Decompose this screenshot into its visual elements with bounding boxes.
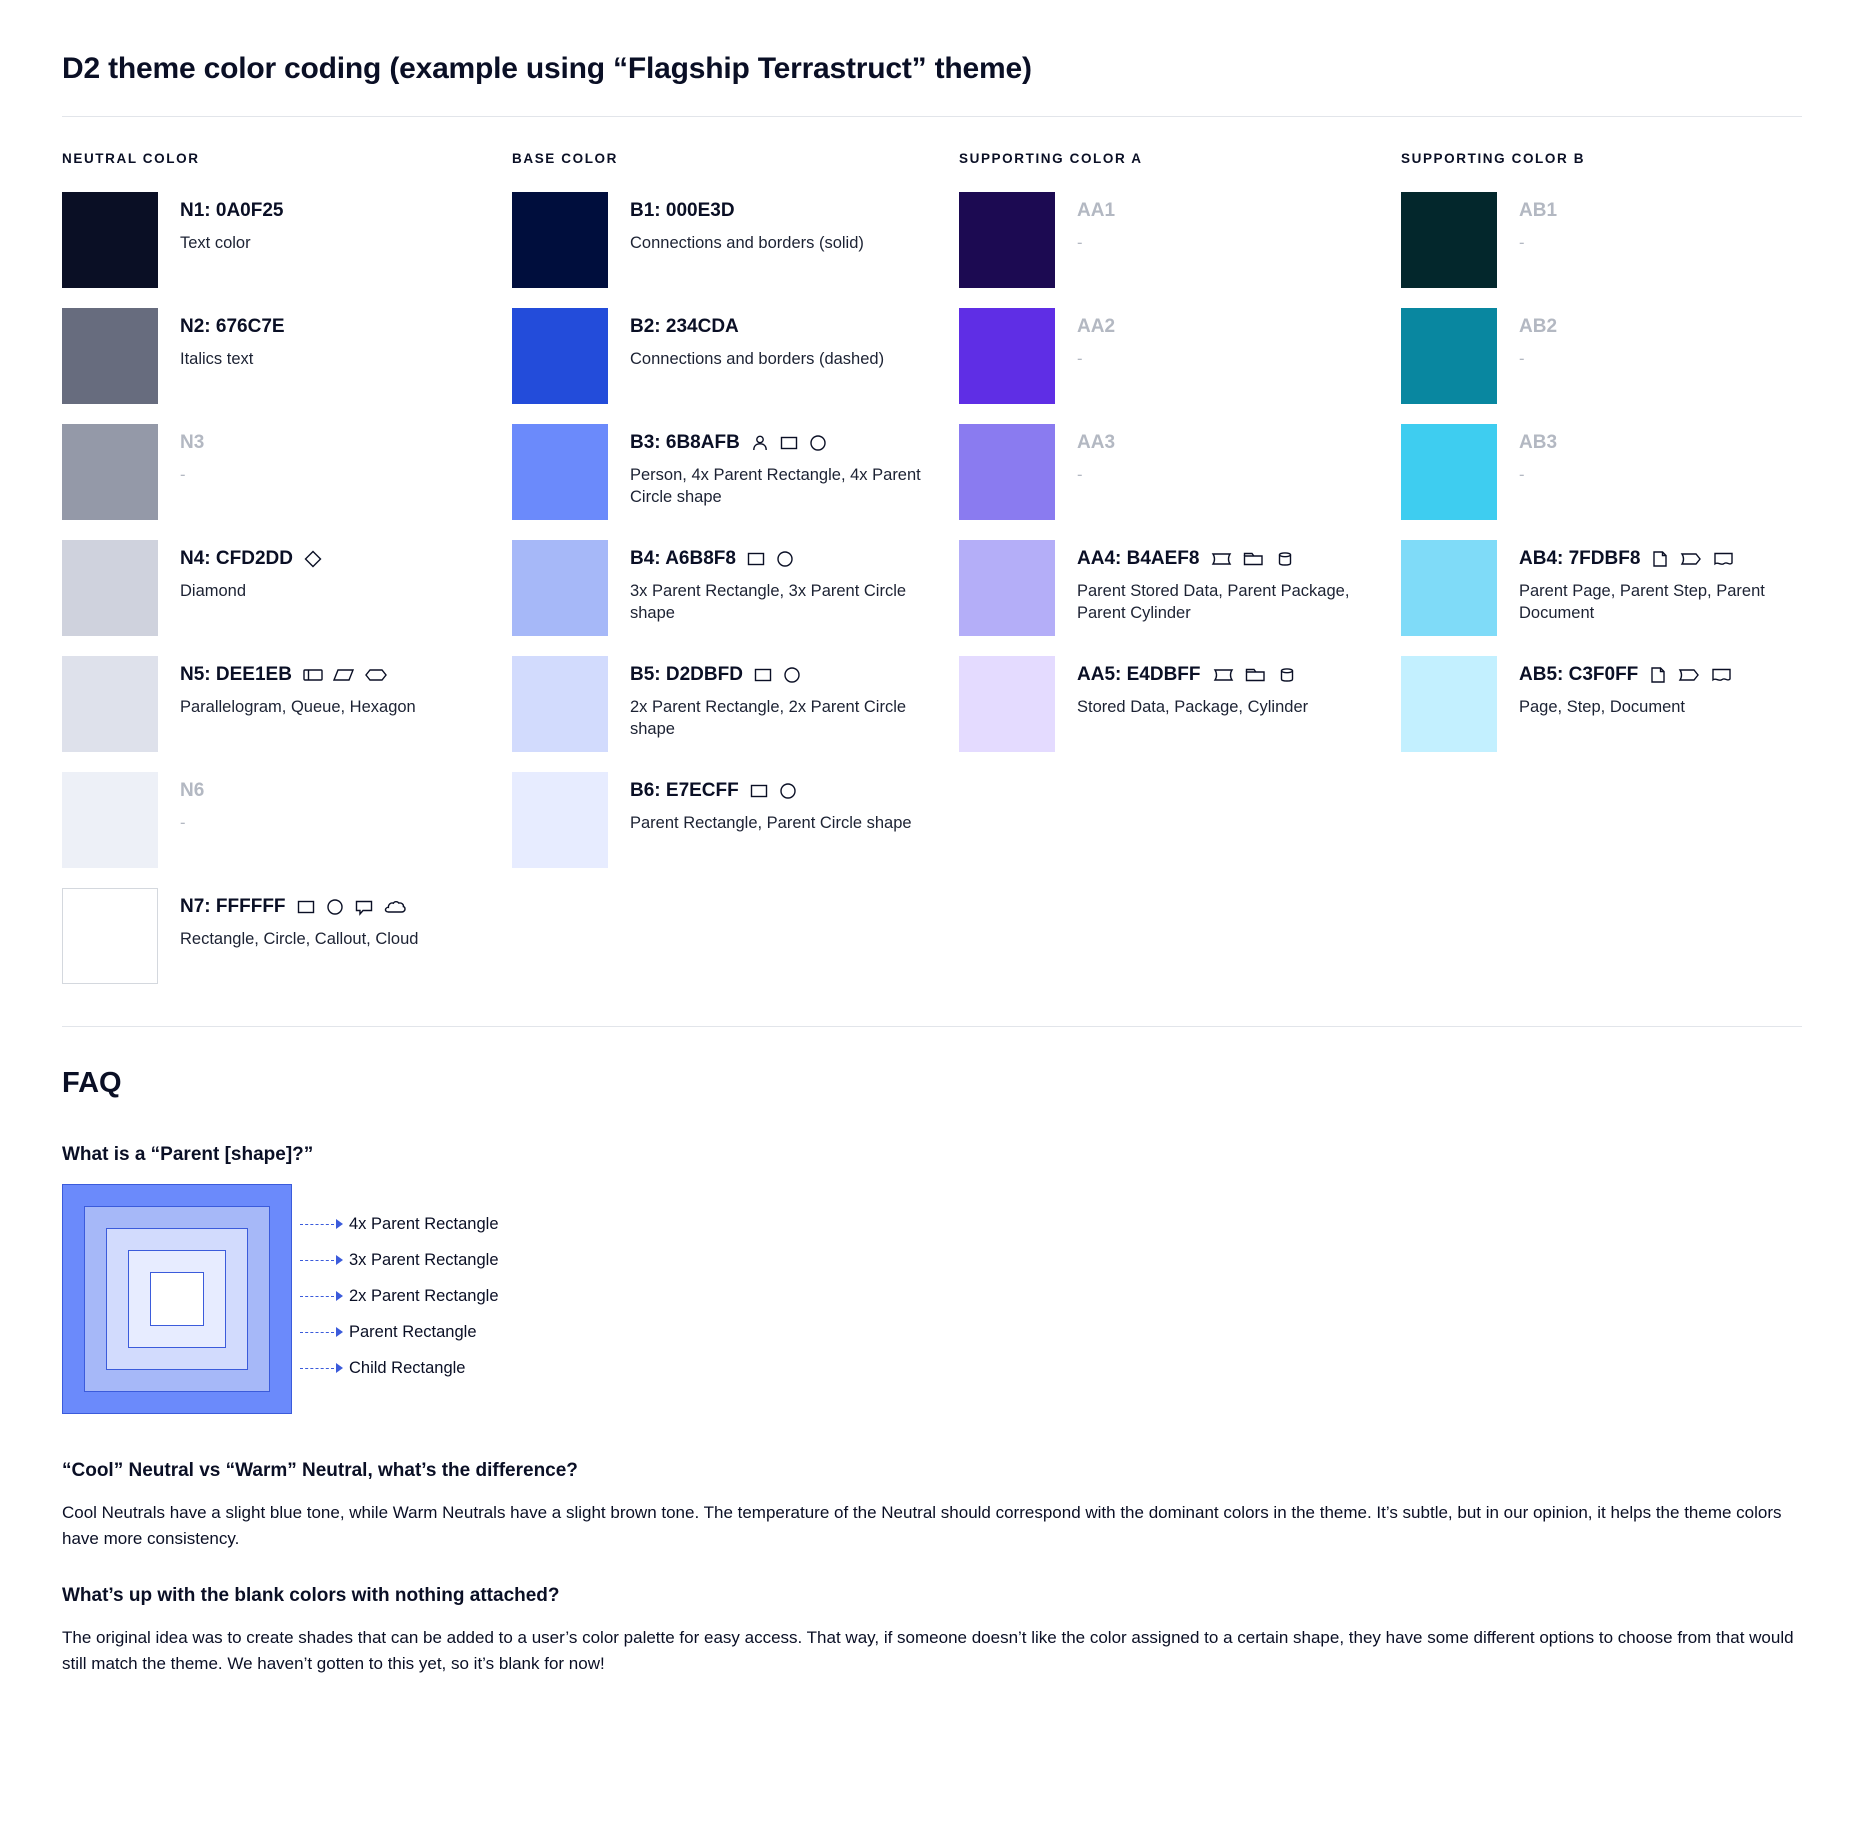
arrow-icon bbox=[336, 1219, 343, 1229]
shape-icon-group bbox=[1648, 665, 1734, 685]
shape-icon-group bbox=[303, 549, 323, 569]
shape-icon-group bbox=[1209, 549, 1295, 569]
swatch-description: 2x Parent Rectangle, 2x Parent Circle shape bbox=[630, 697, 907, 739]
swatch-name-label: N3 bbox=[180, 432, 205, 453]
faq-answer-2: Cool Neutrals have a slight blue tone, while Warm Neutrals have a slight brown tone. The temperature of the Neutral should correspond with the dominant colors in the theme. It’s subtle, but in our opinion, it helps the theme colors have more consistency. bbox=[62, 1503, 1782, 1548]
swatch-name bbox=[630, 664, 930, 687]
column-supporting-color-a bbox=[959, 151, 1401, 772]
document-icon bbox=[1710, 665, 1734, 685]
leader-line bbox=[300, 1368, 334, 1369]
swatch-name bbox=[180, 432, 204, 455]
swatch-name-label: B3: 6B8AFB bbox=[630, 432, 740, 453]
diamond-icon bbox=[303, 549, 323, 569]
swatch-name bbox=[180, 896, 418, 919]
swatch-description: - bbox=[1077, 465, 1083, 484]
swatch-info bbox=[158, 656, 416, 718]
swatch-name-label: AA2 bbox=[1077, 316, 1116, 337]
swatch-description: Parent Page, Parent Step, Parent Document bbox=[1519, 581, 1765, 623]
swatch-name-label: B6: E7ECFF bbox=[630, 780, 739, 801]
swatch-description: Text color bbox=[180, 233, 251, 252]
shape-icon-group bbox=[1650, 549, 1736, 569]
swatch-description: Stored Data, Package, Cylinder bbox=[1077, 697, 1309, 716]
leader-line bbox=[300, 1296, 334, 1297]
swatch-info bbox=[1055, 540, 1377, 624]
swatch-info bbox=[1497, 656, 1734, 718]
page-icon bbox=[1648, 665, 1668, 685]
faq-answer-3: The original idea was to create shades that can be added to a user’s color palette for easy access. That way, if someone doesn’t like the color assigned to a certain shape, they have some different options to choose from that would still match the theme. We haven’t gotten to this yet, so it’s blank for now! bbox=[62, 1628, 1794, 1673]
document-icon bbox=[1712, 549, 1736, 569]
swatch-name bbox=[1077, 316, 1115, 339]
cylinder-icon bbox=[1275, 549, 1295, 569]
color-swatch-row bbox=[62, 888, 512, 984]
color-swatch bbox=[1401, 424, 1497, 520]
swatch-info bbox=[608, 424, 930, 508]
color-swatch-row bbox=[512, 656, 959, 752]
swatch-name bbox=[1077, 200, 1115, 223]
color-swatch bbox=[62, 540, 158, 636]
color-swatch bbox=[1401, 656, 1497, 752]
color-swatch bbox=[1401, 540, 1497, 636]
color-swatch bbox=[1401, 192, 1497, 288]
swatch-name-label: B2: 234CDA bbox=[630, 316, 739, 337]
swatch-name bbox=[180, 200, 284, 223]
swatch-name bbox=[630, 316, 884, 339]
rectangle-icon bbox=[749, 781, 769, 801]
swatch-description: Connections and borders (solid) bbox=[630, 233, 864, 252]
shape-icon-group bbox=[296, 897, 407, 917]
label-text: Parent Rectangle bbox=[349, 1322, 477, 1341]
swatch-info bbox=[158, 308, 285, 370]
arrow-icon bbox=[336, 1255, 343, 1265]
shape-icon-group bbox=[746, 549, 795, 569]
arrow-icon bbox=[336, 1363, 343, 1373]
swatch-name bbox=[180, 316, 285, 339]
swatch-info bbox=[608, 540, 930, 624]
label-text: 3x Parent Rectangle bbox=[349, 1250, 499, 1269]
package-icon bbox=[1244, 665, 1268, 685]
faq-question-2: “Cool” Neutral vs “Warm” Neutral, what’s the difference? bbox=[62, 1460, 578, 1481]
faq-heading: FAQ bbox=[62, 1067, 122, 1099]
person-icon bbox=[750, 433, 770, 453]
color-swatch bbox=[62, 656, 158, 752]
swatch-description: Rectangle, Circle, Callout, Cloud bbox=[180, 929, 419, 948]
hexagon-icon bbox=[364, 665, 388, 685]
color-swatch-row bbox=[959, 192, 1401, 288]
swatch-description: - bbox=[180, 813, 186, 832]
color-swatch bbox=[512, 772, 608, 868]
leader-line bbox=[300, 1224, 334, 1225]
swatch-name-label: B4: A6B8F8 bbox=[630, 548, 736, 569]
column-heading: NEUTRAL COLOR bbox=[62, 151, 200, 166]
swatch-info bbox=[1497, 424, 1557, 486]
swatch-name-label: N1: 0A0F25 bbox=[180, 200, 284, 221]
swatch-name bbox=[630, 200, 864, 223]
swatch-name-label: N5: DEE1EB bbox=[180, 664, 292, 685]
color-swatch bbox=[959, 656, 1055, 752]
color-swatch-row bbox=[512, 192, 959, 288]
swatch-info bbox=[158, 192, 284, 254]
rectangle-icon bbox=[296, 897, 316, 917]
color-swatch-row bbox=[1401, 308, 1821, 404]
color-swatch-row bbox=[62, 540, 512, 636]
shape-icon-group bbox=[750, 433, 828, 453]
arrow-icon bbox=[336, 1291, 343, 1301]
parallelogram-icon bbox=[333, 665, 355, 685]
callout-icon bbox=[354, 897, 374, 917]
color-swatch bbox=[62, 192, 158, 288]
color-swatch-row bbox=[62, 656, 512, 752]
column-heading: SUPPORTING COLOR A bbox=[959, 151, 1143, 166]
swatch-description: - bbox=[1077, 349, 1083, 368]
column-base-color bbox=[512, 151, 959, 888]
swatch-name bbox=[630, 432, 930, 455]
color-swatch-row bbox=[1401, 656, 1821, 752]
swatch-list bbox=[62, 192, 512, 984]
color-swatch bbox=[512, 540, 608, 636]
swatch-info bbox=[158, 424, 204, 486]
swatch-name-label: AA4: B4AEF8 bbox=[1077, 548, 1200, 569]
swatch-name-label: AB5: C3F0FF bbox=[1519, 664, 1639, 685]
swatch-description: 3x Parent Rectangle, 3x Parent Circle shape bbox=[630, 581, 907, 623]
color-swatch bbox=[959, 192, 1055, 288]
label-text: Child Rectangle bbox=[349, 1358, 466, 1377]
color-swatch-row bbox=[62, 192, 512, 288]
swatch-info bbox=[158, 772, 204, 834]
color-swatch-row bbox=[1401, 540, 1821, 636]
nested-rect-label bbox=[300, 1278, 499, 1314]
swatch-description: Parallelogram, Queue, Hexagon bbox=[180, 697, 416, 716]
step-icon bbox=[1677, 665, 1701, 685]
color-swatch bbox=[512, 656, 608, 752]
leader-line bbox=[300, 1260, 334, 1261]
stored-data-icon bbox=[1211, 665, 1235, 685]
color-swatch-row bbox=[512, 424, 959, 520]
swatch-description: Parent Rectangle, Parent Circle shape bbox=[630, 813, 912, 832]
column-heading: SUPPORTING COLOR B bbox=[1401, 151, 1586, 166]
swatch-name bbox=[1519, 664, 1734, 687]
color-swatch-row bbox=[62, 424, 512, 520]
shape-icon-group bbox=[753, 665, 802, 685]
swatch-description: Connections and borders (dashed) bbox=[630, 349, 885, 368]
swatch-name bbox=[1077, 432, 1115, 455]
swatch-info bbox=[1497, 192, 1557, 254]
swatch-name bbox=[1519, 548, 1819, 571]
color-swatch-row bbox=[959, 308, 1401, 404]
faq-question-3: What’s up with the blank colors with nothing attached? bbox=[62, 1585, 560, 1606]
swatch-info bbox=[1055, 424, 1115, 486]
swatch-info bbox=[608, 656, 930, 740]
color-swatch-row bbox=[62, 772, 512, 868]
queue-icon bbox=[302, 665, 324, 685]
circle-icon bbox=[778, 781, 798, 801]
swatch-name-label: AB3 bbox=[1519, 432, 1558, 453]
swatch-description: Page, Step, Document bbox=[1519, 697, 1686, 716]
package-icon bbox=[1242, 549, 1266, 569]
swatch-name bbox=[1077, 664, 1308, 687]
stored-data-icon bbox=[1209, 549, 1233, 569]
column-neutral-color bbox=[62, 151, 512, 1004]
swatch-description: - bbox=[1519, 349, 1525, 368]
nested-rectangles bbox=[62, 1184, 292, 1414]
swatch-description: - bbox=[1519, 465, 1525, 484]
color-swatch-row bbox=[1401, 424, 1821, 520]
swatch-name-label: AA3 bbox=[1077, 432, 1116, 453]
color-swatch bbox=[512, 308, 608, 404]
swatch-name bbox=[180, 780, 204, 803]
column-supporting-color-b bbox=[1401, 151, 1821, 772]
swatch-name bbox=[1519, 316, 1557, 339]
color-swatch bbox=[62, 888, 158, 984]
nested-rect-label bbox=[300, 1242, 499, 1278]
color-swatch bbox=[62, 424, 158, 520]
swatch-name-label: AA1 bbox=[1077, 200, 1116, 221]
swatch-name-label: N6 bbox=[180, 780, 205, 801]
swatch-name bbox=[180, 664, 416, 687]
rectangle-icon bbox=[779, 433, 799, 453]
label-text: 4x Parent Rectangle bbox=[349, 1214, 499, 1233]
nested-rect-4 bbox=[150, 1272, 204, 1326]
swatch-name bbox=[630, 548, 930, 571]
swatch-name bbox=[1519, 200, 1557, 223]
rectangle-icon bbox=[746, 549, 766, 569]
page-title: D2 theme color coding (example using “Flagship Terrastruct” theme) bbox=[62, 52, 1032, 85]
swatch-name bbox=[1519, 432, 1557, 455]
swatch-info bbox=[608, 308, 884, 370]
swatch-info bbox=[1055, 308, 1115, 370]
label-text: 2x Parent Rectangle bbox=[349, 1286, 499, 1305]
nested-rect-label bbox=[300, 1314, 499, 1350]
color-swatch bbox=[62, 308, 158, 404]
swatch-name-label: AB1 bbox=[1519, 200, 1558, 221]
swatch-info bbox=[158, 888, 418, 950]
swatch-name-label: N2: 676C7E bbox=[180, 316, 285, 337]
swatch-description: Italics text bbox=[180, 349, 254, 368]
swatch-description: Person, 4x Parent Rectangle, 4x Parent Circle shape bbox=[630, 465, 921, 507]
swatch-description: - bbox=[1519, 233, 1525, 252]
nested-rect-label bbox=[300, 1206, 499, 1242]
rectangle-icon bbox=[753, 665, 773, 685]
swatch-description: - bbox=[180, 465, 186, 484]
swatch-name-label: AB2 bbox=[1519, 316, 1558, 337]
circle-icon bbox=[808, 433, 828, 453]
swatch-name bbox=[1077, 548, 1377, 571]
faq-divider bbox=[62, 1026, 1802, 1027]
color-swatch bbox=[959, 540, 1055, 636]
parent-shape-diagram bbox=[62, 1184, 1802, 1414]
swatch-description: Parent Stored Data, Parent Package, Parent Cylinder bbox=[1077, 581, 1350, 623]
shape-icon-group bbox=[302, 665, 388, 685]
swatch-info bbox=[158, 540, 323, 602]
color-columns bbox=[62, 151, 1802, 1004]
color-swatch-row bbox=[959, 656, 1401, 752]
circle-icon bbox=[325, 897, 345, 917]
swatch-info bbox=[608, 772, 912, 834]
color-swatch-row bbox=[512, 540, 959, 636]
color-swatch-row bbox=[959, 540, 1401, 636]
color-swatch-row bbox=[959, 424, 1401, 520]
circle-icon bbox=[775, 549, 795, 569]
step-icon bbox=[1679, 549, 1703, 569]
swatch-name-label: AA5: E4DBFF bbox=[1077, 664, 1201, 685]
shape-icon-group bbox=[1211, 665, 1297, 685]
swatch-name-label: N7: FFFFFF bbox=[180, 896, 286, 917]
swatch-name bbox=[630, 780, 912, 803]
color-swatch-row bbox=[62, 308, 512, 404]
swatch-info bbox=[1055, 656, 1308, 718]
swatch-list bbox=[512, 192, 959, 868]
circle-icon bbox=[782, 665, 802, 685]
swatch-name-label: B1: 000E3D bbox=[630, 200, 735, 221]
color-swatch-row bbox=[1401, 192, 1821, 288]
column-heading: BASE COLOR bbox=[512, 151, 619, 166]
cylinder-icon bbox=[1277, 665, 1297, 685]
swatch-description: - bbox=[1077, 233, 1083, 252]
color-swatch-row bbox=[512, 772, 959, 868]
color-swatch bbox=[959, 424, 1055, 520]
title-divider bbox=[62, 116, 1802, 117]
nested-rectangle-labels bbox=[300, 1184, 499, 1386]
swatch-info bbox=[608, 192, 864, 254]
color-swatch bbox=[512, 424, 608, 520]
swatch-info bbox=[1497, 308, 1557, 370]
nested-rect-label bbox=[300, 1350, 499, 1386]
leader-line bbox=[300, 1332, 334, 1333]
color-swatch bbox=[959, 308, 1055, 404]
page-icon bbox=[1650, 549, 1670, 569]
swatch-list bbox=[1401, 192, 1821, 752]
swatch-name-label: N4: CFD2DD bbox=[180, 548, 293, 569]
cloud-icon bbox=[383, 897, 407, 917]
swatch-info bbox=[1497, 540, 1819, 624]
swatch-list bbox=[959, 192, 1401, 752]
color-swatch-row bbox=[512, 308, 959, 404]
color-swatch bbox=[512, 192, 608, 288]
color-swatch bbox=[1401, 308, 1497, 404]
arrow-icon bbox=[336, 1327, 343, 1337]
swatch-name-label: B5: D2DBFD bbox=[630, 664, 743, 685]
swatch-name-label: AB4: 7FDBF8 bbox=[1519, 548, 1641, 569]
swatch-description: Diamond bbox=[180, 581, 247, 600]
swatch-name bbox=[180, 548, 323, 571]
color-swatch bbox=[62, 772, 158, 868]
faq-question-1: What is a “Parent [shape]?” bbox=[62, 1144, 314, 1165]
shape-icon-group bbox=[749, 781, 798, 801]
swatch-info bbox=[1055, 192, 1115, 254]
